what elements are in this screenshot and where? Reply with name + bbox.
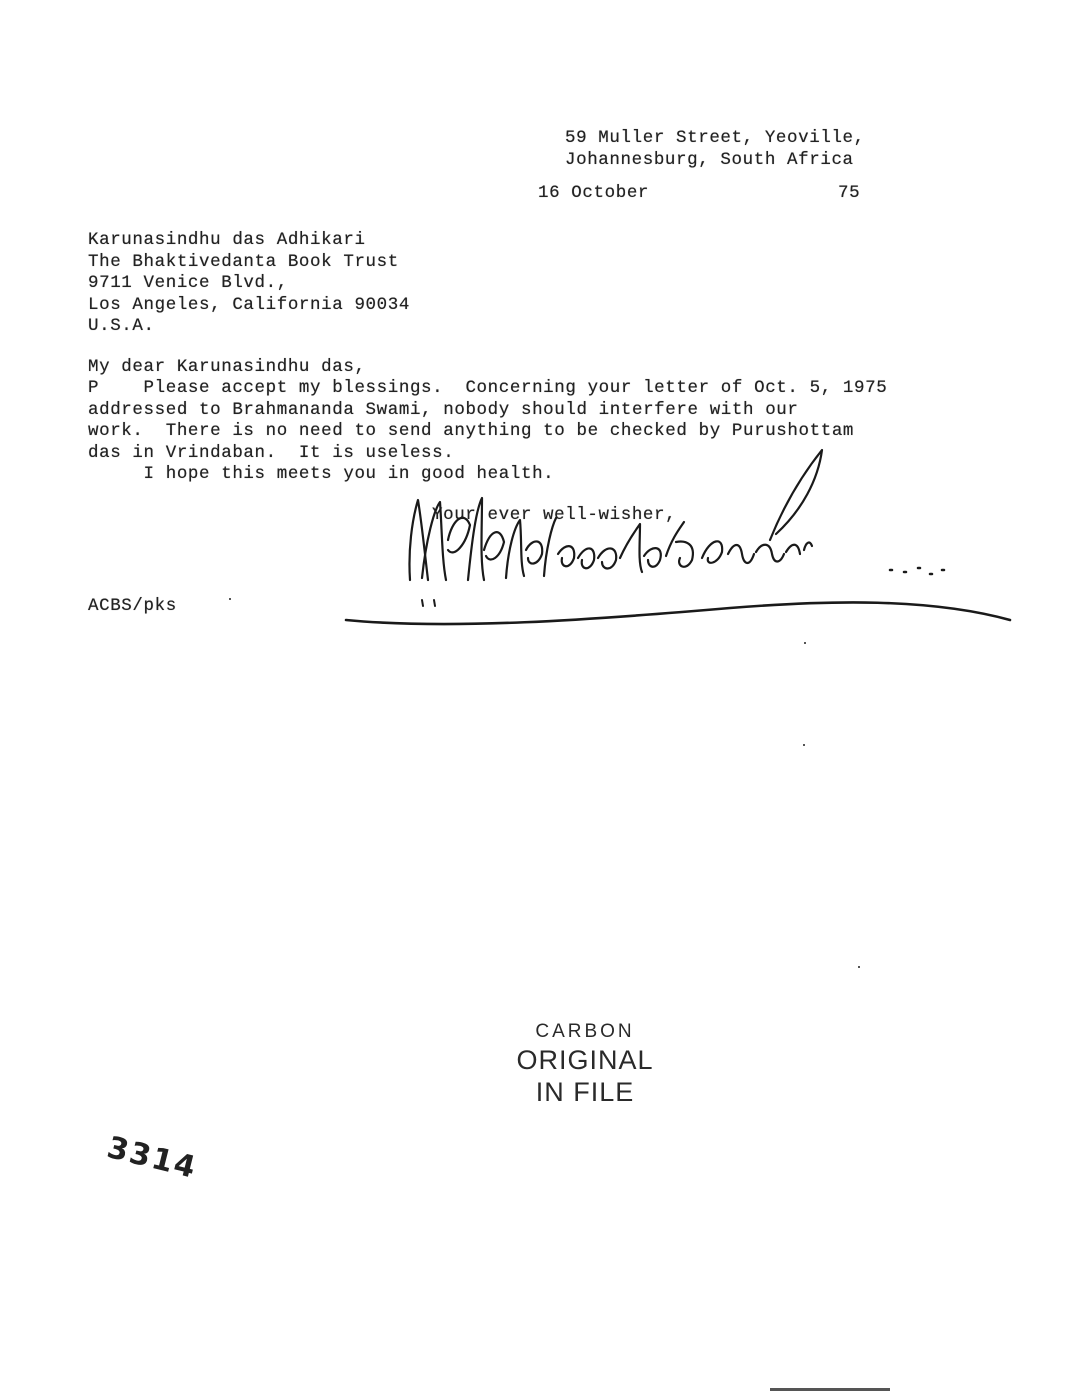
date-year: 75 [838,183,861,203]
sender-address-line: 59 Muller Street, Yeoville, [565,128,865,148]
stamp-line: IN FILE [535,1077,635,1107]
sender-address [565,128,865,171]
salutation: My dear Karunasindhu das, [88,357,366,377]
closing: Your ever well-wisher, [432,505,677,525]
sender-address-line: Johannesburg, South Africa [565,149,854,170]
file-number: 3314 [103,1130,201,1187]
body-line: P Please accept my blessings. Concerning your letter of Oct. 5, 1975 [88,378,888,398]
recipient-line: 9711 Venice Blvd., [88,273,288,293]
stamp-line: CARBON [535,1021,635,1042]
stamp-line: ORIGINAL [516,1045,654,1075]
date-day-month: 16 October [538,183,650,203]
recipient-line: Karunasindhu das Adhikari [88,230,366,250]
recipient-line: U.S.A. [88,316,155,336]
recipient-address [88,230,410,338]
recipient-line: Los Angeles, California 90034 [88,294,410,315]
carbon-original-stamp [470,1020,700,1108]
recipient-line: The Bhaktivedanta Book Trust [88,251,399,272]
body-line: addressed to Brahmananda Swami, nobody should interfere with our [88,399,799,420]
signature-icon [330,430,1030,640]
body-line: I hope this meets you in good health. [88,464,555,484]
reference-initials: ACBS/pks [88,596,177,616]
letter-date [538,183,860,205]
body-line: das in Vrindaban. It is useless. [88,442,455,463]
body-line: work. There is no need to send anything to be checked by Purushottam [88,421,855,441]
